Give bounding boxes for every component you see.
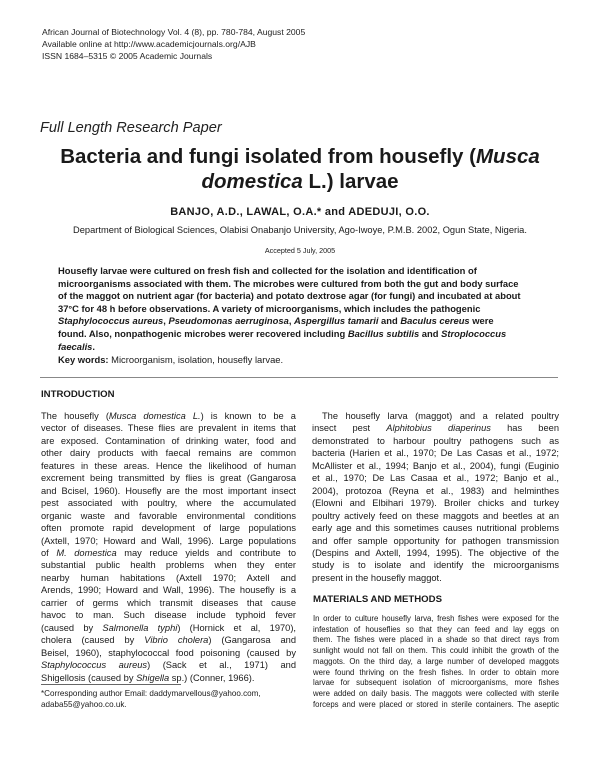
title-genus: Musca <box>475 145 540 168</box>
species-name: Baculus cereus <box>400 315 470 327</box>
text-line <box>41 622 296 634</box>
methods-text <box>313 614 559 710</box>
text-line: pest associated with poultry, where the accumulated <box>41 498 296 509</box>
text-line: early age and this sometimes causes nutritional problems <box>312 523 559 534</box>
keywords-text: Microorganism, isolation, housefly larvae. <box>108 354 284 365</box>
text-line <box>41 547 296 559</box>
text-line: carrier of germs which transmit diseases that cause <box>41 597 296 608</box>
punct: , <box>288 315 295 327</box>
text-line: present in the housefly maggot. <box>312 572 442 583</box>
text-line: Beisel, 1960), staphylococcal food poisoning (caused by <box>41 647 296 658</box>
punct: and <box>378 315 401 327</box>
species-name: Aspergillus tamarii <box>294 315 379 327</box>
text: has been <box>490 423 559 434</box>
species-name: Pseudomonas aerruginosa <box>168 315 289 327</box>
text-line: demonstrated to harbour poultry pathogens such as <box>312 435 559 446</box>
footnote-line: *Corresponding author Email: daddymarvellous@yahoo.com, <box>41 689 261 698</box>
text: ) (Gangarosa and <box>208 635 296 646</box>
text-line: havoc to man. Such disease include typhoid fever <box>41 610 296 621</box>
text: of <box>41 547 57 558</box>
species-name: Salmonella typhi <box>102 622 178 633</box>
text-line: and Bcisel, 1960). Housefly are the most important insect <box>41 485 296 496</box>
text-line: Arends, 1990; Howard and Wall, 1996). The housefly is a <box>41 585 296 596</box>
accepted-date: Accepted 5 July, 2005 <box>264 246 336 255</box>
abstract-line: Housefly larvae were cultured on fresh fish and collected for the isolation and identification of <box>58 265 477 276</box>
text-line: 2004), protozoa (Reyna et al., 1983) and helminthes <box>312 485 559 496</box>
text-line: larvae for subsequent isolation of microorganisms, more fishes <box>313 678 559 688</box>
text-line: organic waste and favorable environmental conditions <box>41 510 296 521</box>
text: ) is known to be a <box>200 411 296 421</box>
species-name: faecalis <box>58 340 93 352</box>
text-line: infestation of houseflies so that they can feed and lay eggs on <box>313 624 559 634</box>
text-line: (Despins and Axtell, 1994, 1995). The objective of the <box>312 547 559 558</box>
text-line: (Axtell, 1970; Howard and Wall, 1996). Large populations <box>41 535 296 546</box>
punct: were <box>469 315 494 327</box>
species-name: Shigella <box>136 672 170 683</box>
abstract-line: of the maggot on nutrient agar (for bacteria) and potato dextrose agar (for fungi) and incubated at about <box>58 290 521 302</box>
title-species: domestica <box>201 170 303 193</box>
abstract <box>58 265 544 353</box>
text-line: maggots. On the third day, a large number of developed maggots <box>313 656 559 666</box>
abstract-line <box>58 315 544 328</box>
journal-issn: ISSN 1684–5315 © 2005 Academic Journals <box>42 51 213 62</box>
abstract-line: microorganisms associated with them. The microbes were cultured from both the gut and body surface <box>58 277 519 289</box>
corresponding-author-footnote <box>41 688 261 710</box>
footnote-divider <box>41 684 181 685</box>
text-line <box>312 422 559 434</box>
text-line <box>41 410 296 422</box>
text: The housefly ( <box>41 411 109 421</box>
text-line: and offer sample opportunity for pathogen transmission <box>312 535 559 546</box>
paper-type: Full Length Research Paper <box>40 120 222 136</box>
text-line: bacteria (Harien et al., 1970; De Las Casas et al., 1972; <box>312 448 559 459</box>
journal-citation: African Journal of Biotechnology Vol. 4 (8), pp. 780-784, August 2005 <box>42 27 306 37</box>
abstract-line: 37°C for 48 h before observations. A variety of microorganisms, which includes the pathogenic <box>58 302 481 314</box>
text: and <box>419 327 442 339</box>
journal-header <box>42 26 305 63</box>
species-name: Alphitobius diaperinus <box>386 423 491 434</box>
text-line: substantial public health problems when they enter <box>41 560 296 571</box>
text-line <box>41 634 296 646</box>
text-line: vector of diseases. These flies are prevalent in items that <box>41 423 296 434</box>
text-line: features in these areas. Hence the likelihood of human <box>41 460 296 471</box>
title-text-end: L.) larvae <box>302 170 399 193</box>
authors: BANJO, A.D., LAWAL, O.A.* and ADEDUJI, O.O. <box>170 206 430 218</box>
text-line: study is to isolate and identify the microorganisms <box>312 560 559 571</box>
section-divider <box>40 377 558 378</box>
text-line: poultry actively feed on these maggots and beetles at an <box>312 510 559 521</box>
text: may reduce yields and contribute to <box>116 547 296 558</box>
text-line: other dairy products with faecal remains are common <box>41 448 296 459</box>
text: (caused by <box>41 622 103 633</box>
text: insect pest <box>312 423 387 434</box>
introduction-right-column <box>312 410 559 584</box>
keywords <box>58 354 283 365</box>
text: cholera (caused by <box>41 635 145 646</box>
text-line: were found thriving on the fresh fishes. In order to obtain more <box>313 667 559 677</box>
text-line: forceps and were placed or stored in sterile containers. The aseptic <box>313 699 559 709</box>
species-name: Staphylococcus aureus <box>58 315 164 327</box>
species-name: M. domestica <box>56 547 117 558</box>
text-line <box>41 659 296 671</box>
text-line: sunlight would not fall on them. This could inhibit the growth of the <box>313 646 559 656</box>
text-line: (Elowni and Elbihari 1979). Broiler chicks and turkey <box>312 498 559 509</box>
punct: , <box>163 315 169 327</box>
affiliation: Department of Biological Sciences, Olabisi Onabanjo University, Ago-Iwoye, P.M.B. 2002, Ogun State, Nigeria. <box>73 225 527 235</box>
text-line: The housefly larva (maggot) and a related poultry <box>322 411 559 421</box>
text: found. Also, nonpathogenic microbes werer recovered including <box>58 327 348 339</box>
species-name: Stroplococcus <box>441 327 507 339</box>
text-line: are exposed. Contamination of drinking water, food and <box>41 435 296 446</box>
text-line: often promote rapid development of large populations <box>41 523 296 534</box>
text-line: excrement being transmitted by flies is great (Gangarosa <box>41 473 296 484</box>
title-text: Bacteria and fungi isolated from housefly ( <box>60 145 476 168</box>
species-name: Bacillus subtilis <box>347 327 420 339</box>
species-name: Musca domestica L. <box>108 411 201 421</box>
text-line: were added on daily basis. The maggots were collected with sterile <box>313 688 559 698</box>
text: ) (Hornick et al, 1970), <box>177 622 297 633</box>
species-name: Vibrio cholera <box>144 635 209 646</box>
introduction-left-column <box>41 410 296 684</box>
punct: . <box>92 340 96 352</box>
text: ) (Sack et al., 1971) and <box>147 660 296 671</box>
introduction-heading: INTRODUCTION <box>41 389 115 400</box>
journal-online-url[interactable]: Available online at http://www.academicjournals.org/AJB <box>42 39 256 50</box>
text: Shigellosis (caused by <box>41 672 137 683</box>
footnote-line: adaba55@yahoo.co.uk. <box>41 700 127 709</box>
text-line: nearby human habitations (Axtell 1970; Axtell and <box>41 572 296 583</box>
paper-title <box>0 144 600 194</box>
text-line: In order to culture housefly larva, fresh fishes were exposed for the <box>313 614 559 623</box>
species-name: Staphylococcus aureus <box>41 660 148 671</box>
text-line: them. The fishes were placed in a shade so that direct rays from <box>313 635 559 645</box>
text-line <box>41 672 296 684</box>
keywords-label: Key words: <box>58 354 109 365</box>
text-line: McAllister et al., 1994; Banjo et al., 2004), fungi (Euginio <box>312 460 559 471</box>
abstract-line <box>58 341 544 354</box>
text: sp.) (Conner, 1966). <box>169 672 255 683</box>
text-line: et al., 1970; De Las Casaa et al., 1972; Banjo et al., <box>312 473 559 484</box>
methods-heading: MATERIALS AND METHODS <box>313 594 442 605</box>
abstract-line <box>58 328 544 341</box>
